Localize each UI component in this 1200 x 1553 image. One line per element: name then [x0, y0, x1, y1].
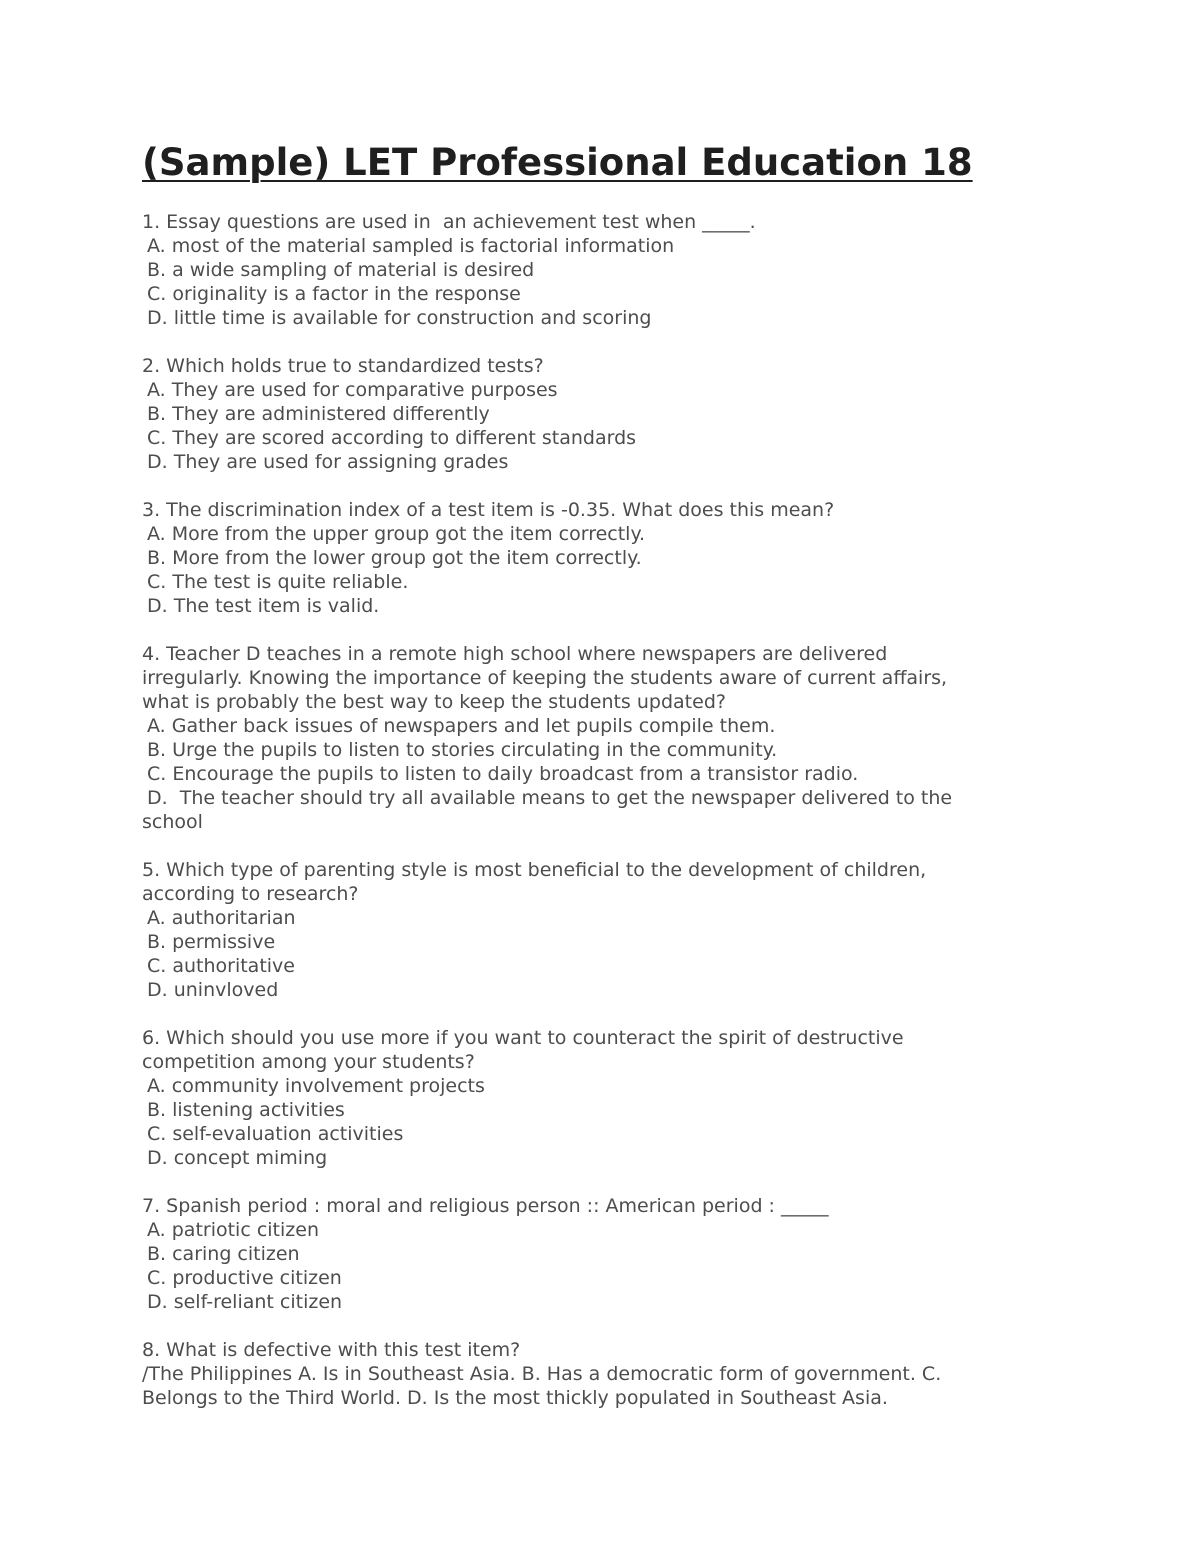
answer-option: D. self-reliant citizen: [147, 1291, 343, 1313]
question-list: [142, 210, 1042, 1410]
question-8: [142, 1338, 1042, 1410]
question-stem-line: 6. Which should you use more if you want to counteract the spirit of destructive: [142, 1027, 904, 1049]
answer-option: D. little time is available for construction and scoring: [147, 307, 652, 329]
answer-option: B. Urge the pupils to listen to stories circulating in the community.: [147, 739, 778, 761]
question-stem-line: 8. What is defective with this test item?: [142, 1339, 521, 1361]
answer-option: A. most of the material sampled is factorial information: [147, 235, 675, 257]
question-stem-line: according to research?: [142, 883, 359, 905]
answer-option: D. The teacher should try all available means to get the newspaper delivered to the: [147, 787, 953, 809]
question-4: [142, 642, 1042, 834]
answer-option: C. They are scored according to different standards: [147, 427, 637, 449]
question-stem-line: what is probably the best way to keep the students updated?: [142, 691, 726, 713]
answer-option: A. Gather back issues of newspapers and let pupils compile them.: [147, 715, 776, 737]
answer-option: C. authoritative: [147, 955, 295, 977]
answer-option: B. They are administered differently: [147, 403, 490, 425]
question-7: [142, 1194, 1042, 1314]
answer-option: D. uninvloved: [147, 979, 279, 1001]
answer-option: D. They are used for assigning grades: [147, 451, 509, 473]
answer-option: C. productive citizen: [147, 1267, 342, 1289]
question-5: [142, 858, 1042, 1002]
question-stem-line: Belongs to the Third World. D. Is the most thickly populated in Southeast Asia.: [142, 1387, 888, 1409]
question-stem-line: 3. The discrimination index of a test item is -0.35. What does this mean?: [142, 499, 835, 521]
question-stem-line: irregularly. Knowing the importance of keeping the students aware of current affairs,: [142, 667, 948, 689]
answer-option: B. permissive: [147, 931, 276, 953]
answer-option: D. concept miming: [147, 1147, 328, 1169]
answer-option: A. authoritarian: [147, 907, 296, 929]
question-stem-line: competition among your students?: [142, 1051, 475, 1073]
answer-option: B. More from the lower group got the item correctly.: [147, 547, 642, 569]
answer-option: A. More from the upper group got the item correctly.: [147, 523, 646, 545]
answer-option: A. community involvement projects: [147, 1075, 485, 1097]
question-stem-line: 4. Teacher D teaches in a remote high school where newspapers are delivered: [142, 643, 888, 665]
answer-option: C. self-evaluation activities: [147, 1123, 404, 1145]
answer-option: C. originality is a factor in the response: [147, 283, 521, 305]
answer-option: A. patriotic citizen: [147, 1219, 319, 1241]
document-content: [142, 140, 1042, 1434]
question-3: [142, 498, 1042, 618]
answer-option-continuation: school: [142, 811, 203, 833]
answer-option: C. The test is quite reliable.: [147, 571, 409, 593]
answer-option: C. Encourage the pupils to listen to daily broadcast from a transistor radio.: [147, 763, 859, 785]
question-stem-line: 1. Essay questions are used in an achievement test when _____.: [142, 211, 756, 233]
answer-option: B. listening activities: [147, 1099, 345, 1121]
question-stem-line: 5. Which type of parenting style is most beneficial to the development of children,: [142, 859, 927, 881]
question-stem-line: 2. Which holds true to standardized tests?: [142, 355, 544, 377]
question-1: [142, 210, 1042, 330]
question-2: [142, 354, 1042, 474]
question-stem-line: /The Philippines A. Is in Southeast Asia. B. Has a democratic form of government. C.: [142, 1363, 942, 1385]
question-stem-line: 7. Spanish period : moral and religious person :: American period : _____: [142, 1195, 829, 1217]
answer-option: B. caring citizen: [147, 1243, 300, 1265]
page-title: (Sample) LET Professional Education 18: [142, 141, 973, 184]
answer-option: D. The test item is valid.: [147, 595, 380, 617]
answer-option: A. They are used for comparative purposes: [147, 379, 558, 401]
answer-option: B. a wide sampling of material is desired: [147, 259, 535, 281]
question-6: [142, 1026, 1042, 1170]
